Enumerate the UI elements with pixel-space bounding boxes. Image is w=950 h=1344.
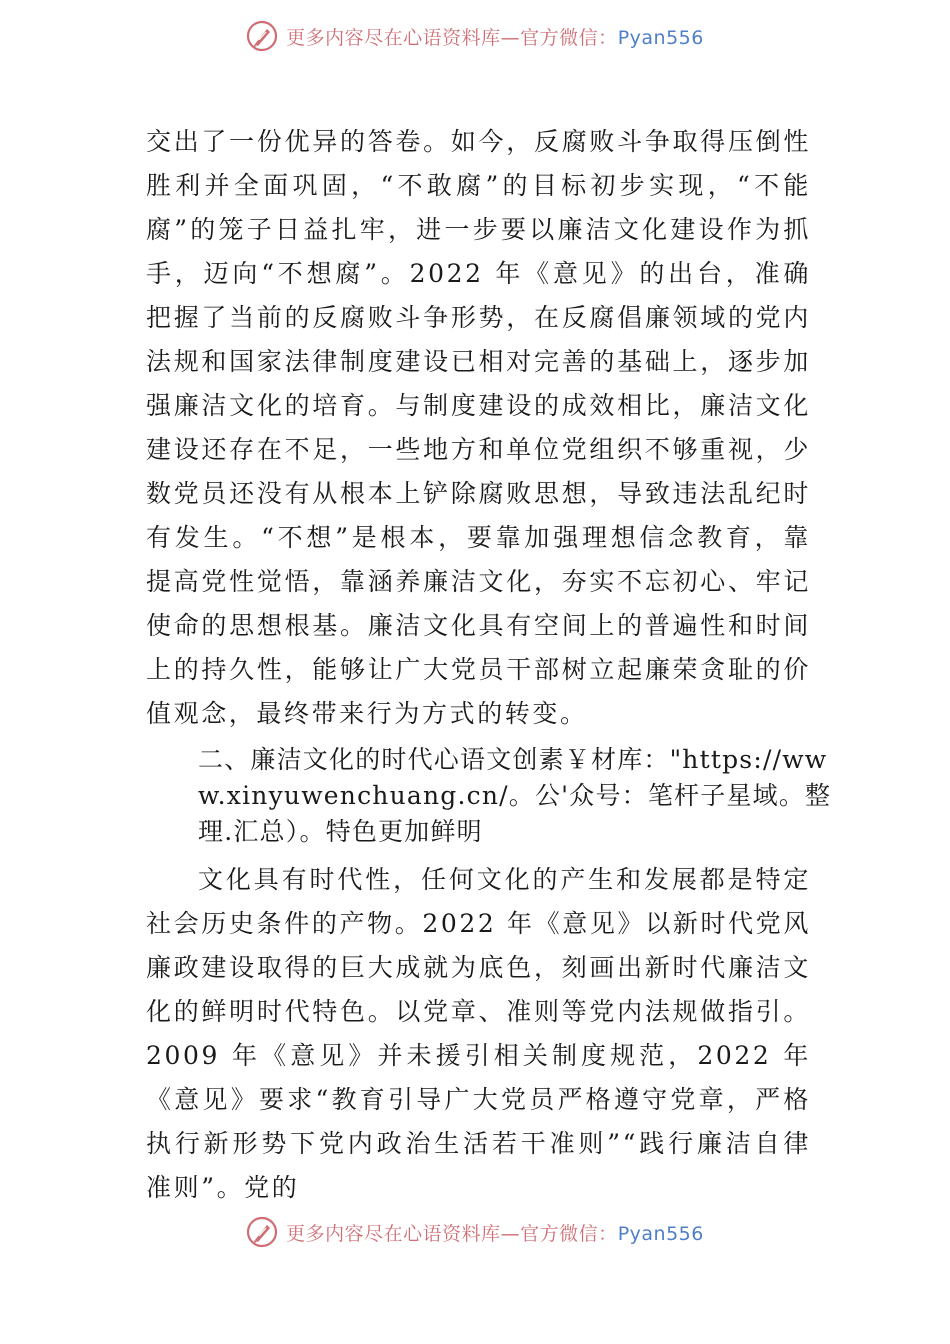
footer-watermark-banner [0, 1212, 950, 1252]
quill-pen-logo-icon [246, 20, 278, 52]
footer-watermark-text [286, 1219, 704, 1246]
watermark-dash: — [500, 1222, 521, 1245]
watermark-wechat-id: Pyan556 [617, 26, 704, 49]
quill-pen-logo-icon [246, 1216, 278, 1248]
body-paragraph-2: 文化具有时代性，任何文化的产生和发展都是特定社会历史条件的产物。2022 年《意见》以新时代党风廉政建设取得的巨大成就为底色，刻画出新时代廉洁文化的鲜明时代特色。以党章、准则等党内法规做指引。2009 年《意见》并未援引相关制度规范，2022 年《意见》要求“教育引导广大党员严格遵守党章，严格执行新形势下党内政治生活若干准则”“践行廉洁自律准则”。党的 [146, 865, 811, 1202]
body-paragraph-1: 交出了一份优异的答卷。如今，反腐败斗争取得压倒性胜利并全面巩固，“不敢腐”的目标初步实现，“不能腐”的笼子日益扎牢，进一步要以廉洁文化建设作为抓手，迈向“不想腐”。2022 年《意见》的出台，准确把握了当前的反腐败斗争形势，在反腐倡廉领域的党内法规和国家法律制度建设已相对完善的基础上，逐步加强廉洁文化的培育。与制度建设的成效相比，廉洁文化建设还存在不足，一些地方和单位党组织不够重视，少数党员还没有从根本上铲除腐败思想，导致违法乱纪时有发生。“不想”是根本，要靠加强理想信念教育，靠提高党性觉悟，靠涵养廉洁文化，夯实不忘初心、牢记使命的思想根基。廉洁文化具有空间上的普遍性和时间上的持久性，能够让广大党员干部树立起廉荣贪耻的价值观念，最终带来行为方式的转变。 [146, 127, 811, 728]
watermark-main: 更多内容尽在心语资料库 [286, 1222, 501, 1245]
watermark-official: 官方微信： [520, 1222, 618, 1245]
section-heading-2: 二、廉洁文化的时代心语文创素￥材库："https://www.xinyuwenchuang.cn/。公'众号：笔杆子星域。整理.汇总）。特色更加鲜明 [198, 745, 832, 846]
header-watermark-text [286, 23, 704, 50]
document-body [146, 120, 832, 1210]
watermark-dash: — [500, 26, 521, 49]
watermark-official: 官方微信： [520, 26, 618, 49]
watermark-wechat-id: Pyan556 [617, 1222, 704, 1245]
header-watermark-banner [0, 16, 950, 56]
watermark-main: 更多内容尽在心语资料库 [286, 26, 501, 49]
